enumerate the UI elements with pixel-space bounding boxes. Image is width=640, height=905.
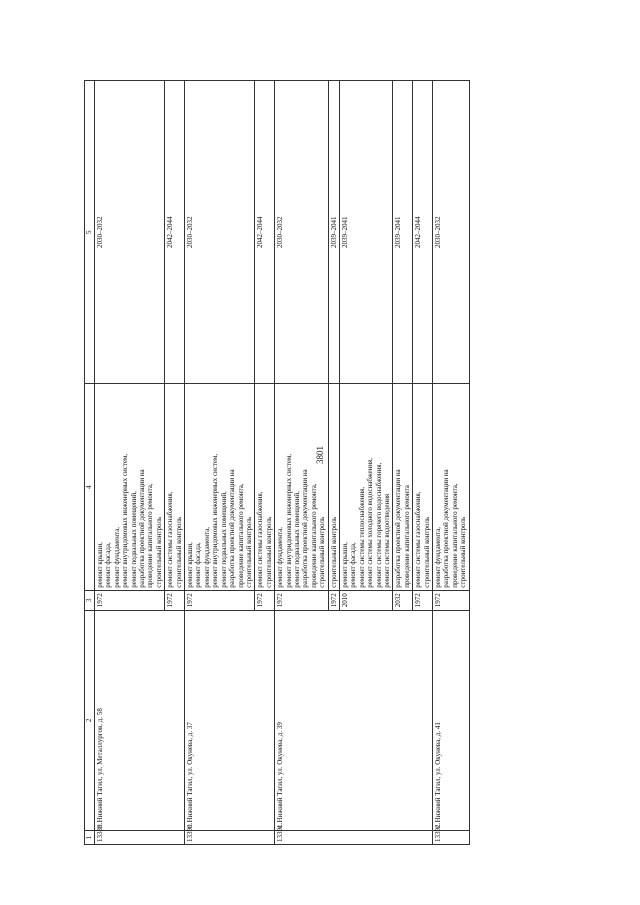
header-col-2: 2 (85, 610, 95, 830)
work-item: ремонт фундамента, (276, 527, 285, 588)
page-number: 3801 (315, 446, 325, 464)
work-item: ремонт системы горячего водоснабжения, (374, 462, 383, 588)
work-item: проведение капитального ремонта, (146, 483, 155, 588)
period-cell: 2030–2032 (185, 81, 255, 384)
work-item: ремонт крыши, (186, 542, 195, 588)
header-col-4: 4 (85, 384, 95, 590)
header-row (85, 81, 95, 845)
work-list-cell (433, 384, 470, 590)
work-item: разработка проектной документации на (228, 469, 237, 588)
table-row (275, 81, 328, 845)
work-item: ремонт фундамента, (112, 527, 121, 588)
address-cell: г. Нижний Тагил, ул. Металлургов, д. 58 (95, 610, 185, 830)
work-item: ремонт крыши, (340, 542, 349, 588)
year-cell: 1972 (433, 590, 470, 610)
work-list-cell (255, 384, 275, 590)
work-list-cell (165, 384, 185, 590)
address-cell: г. Нижний Тагил, ул. Окунева, д. 37 (185, 610, 275, 830)
period-cell: 2039–2041 (339, 81, 392, 384)
work-item: ремонт подвальных помещений, (219, 491, 228, 588)
year-cell: 1972 (165, 590, 185, 610)
work-item: ремонт системы холодного водоснабжения, (366, 457, 375, 588)
table-row (185, 81, 255, 845)
work-list-cell (413, 384, 433, 590)
work-item: проведение капитального ремонта, (236, 483, 245, 588)
period-cell: 2042–2044 (255, 81, 275, 384)
period-cell: 2039–2041 (393, 81, 413, 384)
work-item: строительный контроль (264, 516, 273, 588)
work-list-cell (393, 384, 413, 590)
work-item: ремонт внутридомовых инженерных систем, (211, 453, 220, 588)
period-cell: 2039–2041 (328, 81, 339, 384)
work-list-cell (328, 384, 339, 590)
work-list-cell (95, 384, 165, 590)
work-item: ремонт фундамента, (434, 527, 443, 588)
work-item: строительный контроль (244, 516, 253, 588)
work-item: ремонт системы газоснабжения, (414, 491, 423, 588)
work-item: разработка проектной документации на (301, 469, 310, 588)
work-item: ремонт внутридомовых инженерных систем, (284, 453, 293, 588)
work-item: строительный контроль (422, 516, 431, 588)
work-item: ремонт системы водоотведения (383, 493, 391, 588)
repair-schedule-table (84, 80, 470, 845)
year-cell: 1972 (328, 590, 339, 610)
table-body (95, 81, 470, 845)
table-row (433, 81, 470, 845)
work-item: строительный контроль (154, 516, 163, 588)
work-item: ремонт фасада, (104, 542, 113, 588)
work-item: строительный контроль (318, 516, 327, 588)
rotated-table-container (84, 80, 629, 845)
year-cell: 1972 (275, 590, 328, 610)
address-cell: г. Нижний Тагил, ул. Окунева, д. 41 (433, 610, 470, 830)
row-number: 13390. (185, 830, 275, 844)
year-cell: 2032 (393, 590, 413, 610)
row-number: 13391. (275, 830, 433, 844)
year-cell: 1972 (95, 590, 165, 610)
work-list-cell (185, 384, 255, 590)
period-cell: 2042–2044 (165, 81, 185, 384)
period-cell: 2030–2032 (433, 81, 470, 384)
header-col-3: 3 (85, 590, 95, 610)
work-item: проведение капитального ремонта, (450, 483, 459, 588)
work-item: разработка проектной документации на (138, 469, 147, 588)
year-cell: 1972 (255, 590, 275, 610)
address-cell: г. Нижний Тагил, ул. Окунева, д. 39 (275, 610, 433, 830)
work-item: ремонт подвальных помещений, (129, 491, 138, 588)
work-item: ремонт системы газоснабжения, (166, 491, 175, 588)
work-list-cell (275, 384, 328, 590)
work-item: разработка проектной документации на (394, 469, 403, 588)
period-cell: 2042–2044 (413, 81, 433, 384)
year-cell: 2010 (339, 590, 392, 610)
work-item: ремонт системы теплоснабжения, (357, 486, 366, 588)
period-cell: 2030–2032 (275, 81, 328, 384)
work-item: ремонт внутридомовых инженерных систем, (121, 453, 130, 588)
work-item: ремонт фасада, (349, 542, 358, 588)
work-item: разработка проектной документации на (442, 469, 451, 588)
year-cell: 1972 (185, 590, 255, 610)
work-item: ремонт крыши, (96, 542, 104, 588)
work-item: ремонт фундамента, (202, 527, 211, 588)
work-item: ремонт подвальных помещений, (292, 491, 301, 588)
year-cell: 1972 (413, 590, 433, 610)
row-number: 13389. (95, 830, 185, 844)
work-item: проведение капитального ремонта (402, 485, 411, 588)
header-col-5: 5 (85, 81, 95, 384)
work-item: проведение капитального ремонта, (309, 483, 318, 588)
work-item: строительный контроль (174, 516, 183, 588)
work-list-cell (339, 384, 392, 590)
row-number: 13392. (433, 830, 470, 844)
header-col-1: 1 (85, 830, 95, 844)
table-row (95, 81, 165, 845)
work-item: ремонт системы газоснабжения, (256, 491, 265, 588)
period-cell: 2030–2032 (95, 81, 165, 384)
work-item: строительный контроль (459, 516, 468, 588)
work-item: строительный контроль (329, 516, 338, 588)
work-item: ремонт фасада, (194, 542, 203, 588)
